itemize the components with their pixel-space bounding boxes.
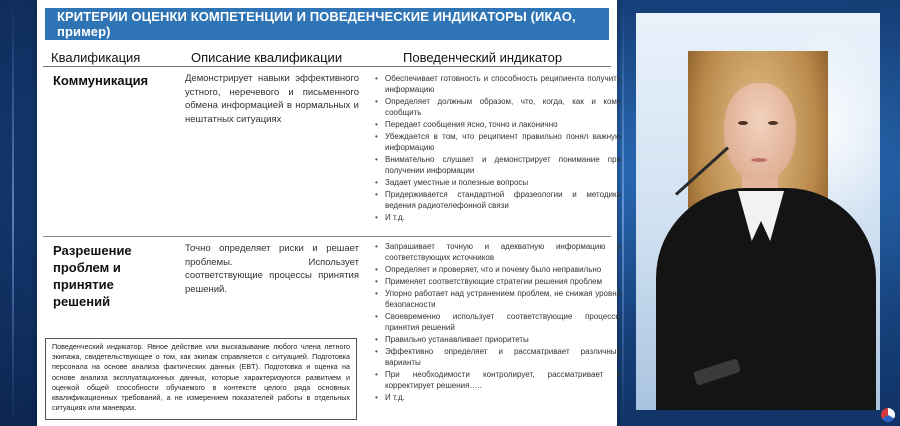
indicator-item: • Запрашивает точную и адекватную информацию у соответствующих источников <box>385 241 621 263</box>
indicator-item: • Правильно устанавливает приоритеты <box>385 334 621 345</box>
presenter-eye <box>738 121 748 125</box>
indicator-item: • Упорно работает над устранением проблем, не снижая уровня безопасности <box>385 288 621 310</box>
header-description: Описание квалификации <box>191 49 343 65</box>
indicator-item: • Задает уместные и полезные вопросы <box>385 177 621 188</box>
indicator-item: • Определяет должным образом, что, когда, как и кому сообщить <box>385 96 621 118</box>
qualification-name: Коммуникация <box>53 73 149 88</box>
background-light-streak <box>622 0 624 426</box>
indicator-item: • Убеждается в том, что реципиент правильно понял важную информацию <box>385 131 621 153</box>
indicator-list <box>375 73 621 224</box>
indicator-item: • Придерживается стандартной фразеологии и методики ведения радиотелефонной связи <box>385 189 621 211</box>
indicator-item: • Обеспечивает готовность и способность реципиента получить информацию <box>385 73 621 95</box>
presenter-mouth <box>751 158 767 162</box>
indicator-item: • При необходимости контролирует, рассматривает и корректирует решения….. <box>385 369 621 391</box>
indicator-item: • Эффективно определяет и рассматривает различные варианты <box>385 346 621 368</box>
slide-title: КРИТЕРИИ ОЦЕНКИ КОМПЕТЕНЦИИ И ПОВЕДЕНЧЕСКИЕ ИНДИКАТОРЫ (ИКАО, пример) <box>45 8 609 40</box>
presentation-slide <box>37 0 621 426</box>
indicator-item: • Применяет соответствующие стратегии решения проблем <box>385 276 621 287</box>
qualification-description: Точно определяет риски и решает проблемы. Использует соответствующие процессы принятия решений. <box>185 243 359 295</box>
indicator-item: • И т.д. <box>385 212 621 223</box>
channel-logo-icon <box>881 408 895 422</box>
qualification-description: Демонстрирует навыки эффективного устного, неречевого и письменного обмена информацией в нормальных и нештатных ситуациях <box>185 73 359 125</box>
definition-note: Поведенческий индикатор. Явное действие или высказывание любого члена летного экипажа, свидетельствующее о том, как экипаж справляется с ситуацией. Подготовка персонала на основе анализа фактических данных (EBT). Подготовка и оценка на основе анализа эксплуатационных данных, которые характеризуются развитием и оценкой общей способности обучаемого в контексте целого ряда основных квалификационных требований, а не измерением показателей работы в отдельных ситуациях или маневрах. <box>45 338 357 420</box>
row-divider <box>43 236 611 237</box>
presenter-video <box>636 13 880 410</box>
presenter-eye <box>768 121 778 125</box>
presenter-face <box>724 83 796 181</box>
indicator-list <box>375 241 621 404</box>
header-qualification: Квалификация <box>51 49 141 65</box>
header-indicator: Поведенческий индикатор <box>403 49 563 65</box>
header-divider <box>43 66 611 67</box>
indicator-item: • Передает сообщения ясно, точно и лаконично <box>385 119 621 130</box>
indicator-item: • Внимательно слушает и демонстрирует понимание при получении информации <box>385 154 621 176</box>
indicator-item: • Определяет и проверяет, что и почему было неправильно <box>385 264 621 275</box>
qualification-name: Разрешение проблем и принятие решений <box>53 243 132 309</box>
background-light-streak <box>12 0 14 426</box>
indicator-item: • Своевременно использует соответствующие процессы принятия решений <box>385 311 621 333</box>
indicator-item: • И т.д. <box>385 392 621 403</box>
